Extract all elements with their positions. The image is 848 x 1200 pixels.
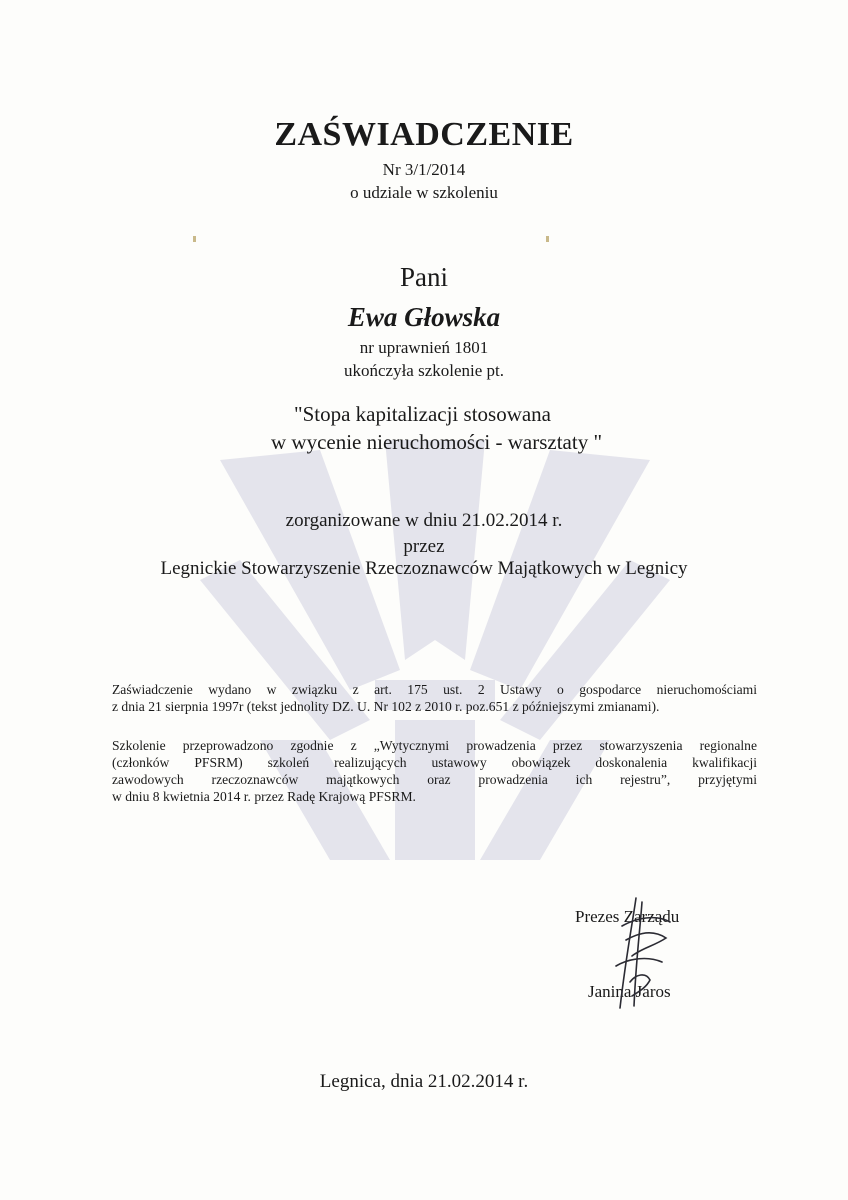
organizer-name: Legnickie Stowarzyszenie Rzeczoznawców Majątkowych w Legnicy <box>160 558 688 579</box>
recipient-name: Ewa Głowska <box>347 302 501 332</box>
paragraph-line: (członków PFSRM) szkoleń realizujących ustawowy obowiązek doskonalenia kwalifikacji <box>112 755 757 770</box>
paragraph-line: Szkolenie przeprowadzono zgodnie z „Wytycznymi prowadzenia przez stowarzyszenia regionalne <box>112 738 757 753</box>
paragraph-line: zawodowych rzeczoznawców majątkowych oraz prowadzenia ich rejestru”, przyjętymi <box>112 772 757 787</box>
organized-date: zorganizowane w dniu 21.02.2014 r. <box>285 510 563 531</box>
training-title-line1: "Stopa kapitalizacji stosowana <box>294 402 552 426</box>
signatory-title: Prezes Zarządu <box>575 907 680 926</box>
legal-basis-paragraph <box>112 681 757 715</box>
salutation: Pani <box>399 262 448 292</box>
place-and-date: Legnica, dnia 21.02.2014 r. <box>319 1071 529 1092</box>
paragraph-line: z dnia 21 sierpnia 1997r (tekst jednolity DZ. U. Nr 102 z 2010 r. poz.651 z późniejszymi zmianami). <box>112 699 660 714</box>
guidelines-paragraph <box>112 737 757 805</box>
license-number: nr uprawnień 1801 <box>359 338 489 357</box>
signatory-name: Janina Jaros <box>588 982 671 1001</box>
document-title: ZAŚWIADCZENIE <box>274 116 574 153</box>
document-subtitle: o udziale w szkoleniu <box>350 183 498 202</box>
certificate-number: Nr 3/1/2014 <box>382 160 466 179</box>
handwritten-signature <box>596 896 676 1012</box>
training-title-line2: w wycenie nieruchomości - warsztaty " <box>271 430 603 454</box>
by-label: przez <box>403 536 445 557</box>
paragraph-line: Zaświadczenie wydano w związku z art. 175 ust. 2 Ustawy o gospodarce nieruchomościami <box>112 682 757 697</box>
paragraph-line: w dniu 8 kwietnia 2014 r. przez Radę Krajową PFSRM. <box>112 789 416 804</box>
completion-text: ukończyła szkolenie pt. <box>343 361 505 380</box>
speck-mark <box>546 236 549 242</box>
speck-mark <box>193 236 196 242</box>
